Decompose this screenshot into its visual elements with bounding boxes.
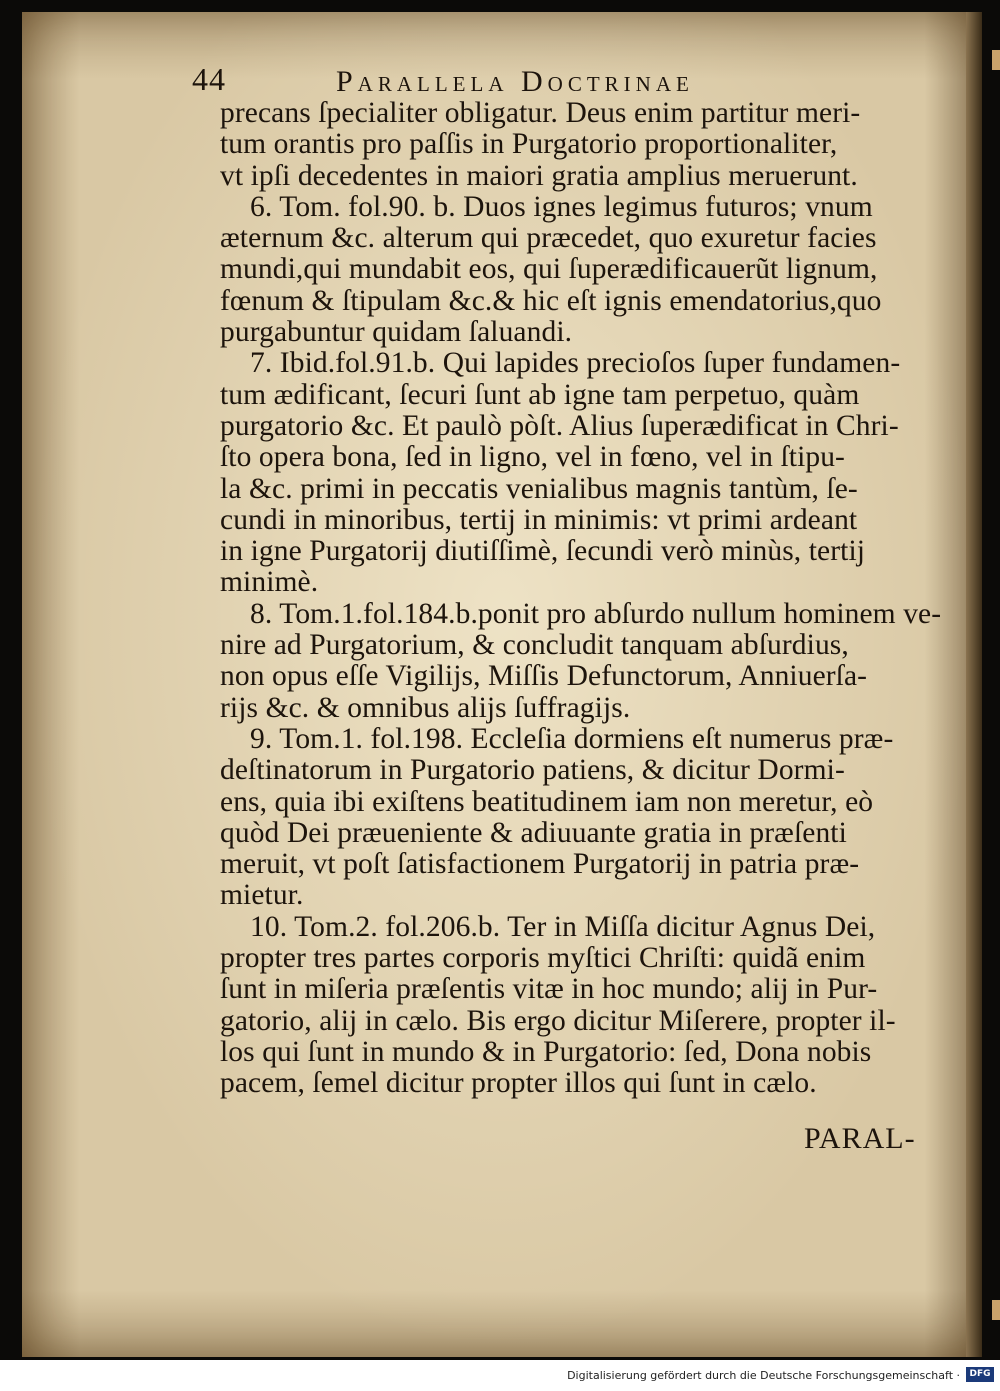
page-tab-marker xyxy=(992,50,1000,70)
paragraph-7 xyxy=(220,348,940,598)
text-line: non opus eſſe Vigilijs, Miſſis Defunctorum, Anniuerſa- xyxy=(220,660,868,693)
text-line: quòd Dei præueniente & adiuuante gratia in præſenti xyxy=(220,816,847,849)
text-line: tum ædificant, ſecuri ſunt ab igne tam perpetuo, quàm xyxy=(220,378,860,411)
text-line: cundi in minoribus, tertij in minimis: vt primi ardeant xyxy=(220,503,858,536)
text-line: mietur. xyxy=(220,879,304,912)
text-line: minimè. xyxy=(220,566,319,599)
catchword: PARAL- xyxy=(804,1122,916,1155)
running-head xyxy=(192,61,940,98)
text-line: æternum &c. alterum qui præcedet, quo exuretur facies xyxy=(220,222,877,255)
text-line: fœnum & ſtipulam &c.& hic eſt ignis emendatorius,quo xyxy=(220,284,882,317)
text-line: ſunt in miſeria præſentis vitæ in hoc mundo; alij in Pur- xyxy=(220,973,878,1006)
digitization-footer xyxy=(0,1360,1000,1391)
text-line: nire ad Purgatorium, & concludit tanquam abſurdius, xyxy=(220,629,849,662)
text-line: 8. Tom.1.fol.184.b.ponit pro abſurdo nullum hominem ve- xyxy=(250,597,942,630)
text-line: tum orantis pro paſſis in Purgatorio proportionaliter, xyxy=(220,128,838,161)
page-tab-marker xyxy=(992,1300,1000,1320)
running-title: Parallela Doctrinae xyxy=(336,65,694,98)
text-line: 7. Ibid.fol.91.b. Qui lapides precioſos ſuper fundamen- xyxy=(250,347,901,380)
paragraph-5-end xyxy=(220,98,940,192)
text-line: 9. Tom.1. fol.198. Eccleſia dormiens eſt numerus præ- xyxy=(250,722,894,755)
text-line: ens, quia ibi exiſtens beatitudinem iam non meretur, eò xyxy=(220,785,874,818)
funding-credit: Digitalisierung gefördert durch die Deutsche Forschungsgemeinschaft · xyxy=(567,1369,960,1382)
page-text-block xyxy=(192,61,942,1100)
paragraph-9 xyxy=(220,724,940,912)
text-line: vt ipſi decedentes in maiori gratia amplius meruerunt. xyxy=(220,159,858,192)
text-line: purgatorio &c. Et paulò pòſt. Alius ſuperædificat in Chri- xyxy=(220,409,899,442)
text-line: in igne Purgatorij diutiſſimè, ſecundi verò minùs, tertij xyxy=(220,535,866,568)
text-line: propter tres partes corporis myſtici Chriſti: quidã enim xyxy=(220,942,866,975)
paragraph-10 xyxy=(220,912,940,1100)
dfg-logo-icon: DFG xyxy=(966,1367,994,1382)
paragraph-6 xyxy=(220,192,940,348)
text-line: gatorio, alij in cælo. Bis ergo dicitur Miſerere, propter il- xyxy=(220,1004,896,1037)
text-line: precans ſpecialiter obligatur. Deus enim partitur meri- xyxy=(220,97,861,129)
paragraph-8 xyxy=(220,599,940,724)
page-number: 44 xyxy=(192,61,226,97)
text-line: 10. Tom.2. fol.206.b. Ter in Miſſa dicitur Agnus Dei, xyxy=(250,910,876,943)
text-line: rijs &c. & omnibus alijs ſuffragijs. xyxy=(220,691,631,724)
text-line: la &c. primi in peccatis venialibus magnis tantùm, ſe- xyxy=(220,472,858,505)
text-line: meruit, vt poſt ſatisfactionem Purgatorij in patria præ- xyxy=(220,848,860,881)
text-line: pacem, ſemel dicitur propter illos qui ſunt in cælo. xyxy=(220,1067,817,1100)
text-line: 6. Tom. fol.90. b. Duos ignes legimus futuros; vnum xyxy=(250,190,873,223)
page-edge xyxy=(966,12,982,1357)
text-line: deſtinatorum in Purgatorio patiens, & dicitur Dormi- xyxy=(220,754,845,787)
text-line: ſto opera bona, ſed in ligno, vel in fœno, vel in ſtipu- xyxy=(220,441,845,474)
text-line: purgabuntur quidam ſaluandi. xyxy=(220,316,573,349)
text-line: mundi,qui mundabit eos, qui ſuperædificauerũt lignum, xyxy=(220,253,878,286)
text-line: los qui ſunt in mundo & in Purgatorio: ſed, Dona nobis xyxy=(220,1035,872,1068)
